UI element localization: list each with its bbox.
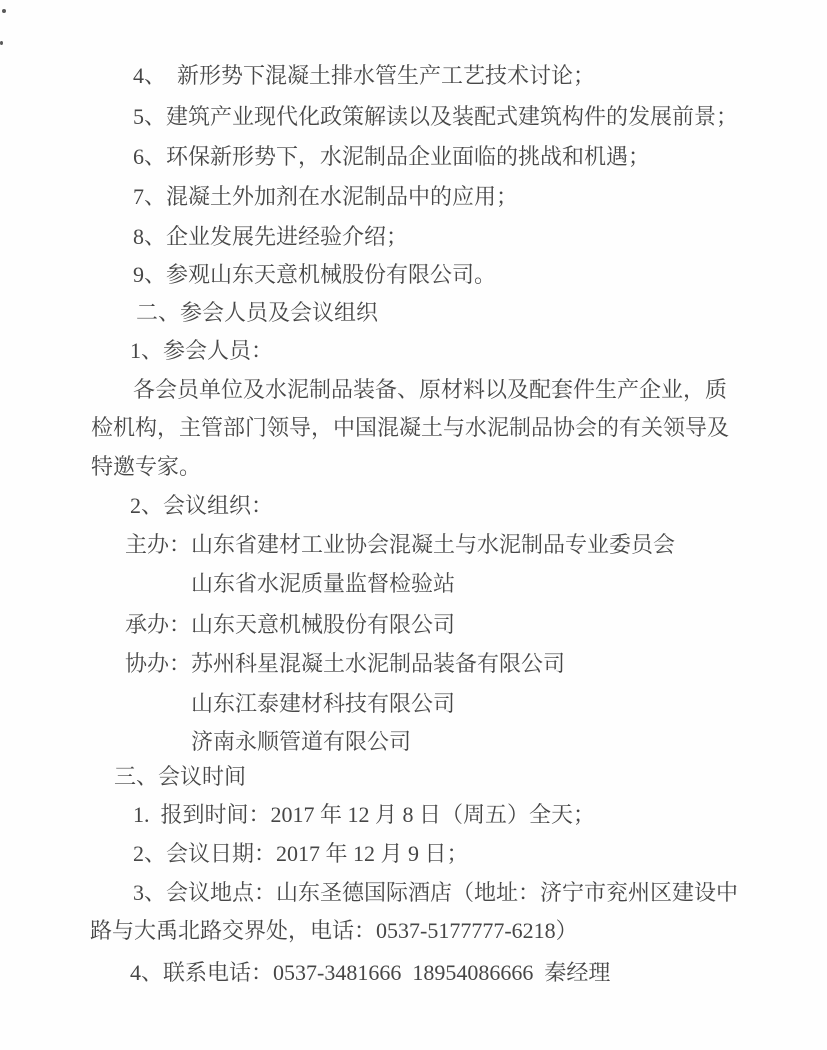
agenda-item-6: 6、环保新形势下，水泥制品企业面临的挑战和机遇； [133, 144, 651, 169]
organizer-host: 主办：山东省建材工业协会混凝土与水泥制品专业委员会 [125, 532, 676, 557]
scan-artifact [0, 41, 3, 45]
section3-item-date: 2、会议日期：2017 年 12 月 9 日； [133, 841, 469, 866]
agenda-item-8: 8、企业发展先进经验介绍； [133, 224, 409, 249]
section3-item-contact: 4、联系电话：0537-3481666 18954086666 秦经理 [130, 960, 611, 985]
organizer-coorganizer-line3: 济南永顺管道有限公司 [191, 729, 412, 754]
organizer-coorganizer-line2: 山东江泰建材科技有限公司 [191, 691, 456, 716]
agenda-item-7: 7、混凝土外加剂在水泥制品中的应用； [133, 184, 519, 209]
participants-paragraph-line: 检机构，主管部门领导，中国混凝土与水泥制品协会的有关领导及 [91, 415, 730, 440]
participants-paragraph-line: 特邀专家。 [91, 454, 202, 479]
section3-item-venue-line2: 路与大禹北路交界处，电话：0537-5177777-6218） [90, 918, 578, 943]
section2-heading: 二、参会人员及会议组织 [136, 300, 379, 325]
section2-item2-heading: 2、会议组织： [130, 493, 274, 518]
section2-item1-heading: 1、参会人员： [130, 338, 274, 363]
agenda-item-4: 4、 新形势下混凝土排水管生产工艺技术讨论； [133, 63, 596, 88]
scan-artifact [2, 9, 6, 13]
section3-item-registration: 1. 报到时间：2017 年 12 月 8 日（周五）全天； [133, 802, 596, 827]
agenda-item-9: 9、参观山东天意机械股份有限公司。 [133, 262, 497, 287]
organizer-coorganizer: 协办：苏州科星混凝土水泥制品装备有限公司 [125, 651, 566, 676]
organizer-undertaker: 承办：山东天意机械股份有限公司 [125, 612, 456, 637]
section3-item-venue: 3、会议地点：山东圣德国际酒店（地址：济宁市兖州区建设中 [133, 880, 739, 905]
organizer-host-line2: 山东省水泥质量监督检验站 [191, 571, 456, 596]
agenda-item-5: 5、建筑产业现代化政策解读以及装配式建筑构件的发展前景； [133, 104, 739, 129]
section3-heading: 三、会议时间 [114, 764, 247, 789]
participants-paragraph-line: 各会员单位及水泥制品装备、原材料以及配套件生产企业，质 [133, 377, 728, 402]
